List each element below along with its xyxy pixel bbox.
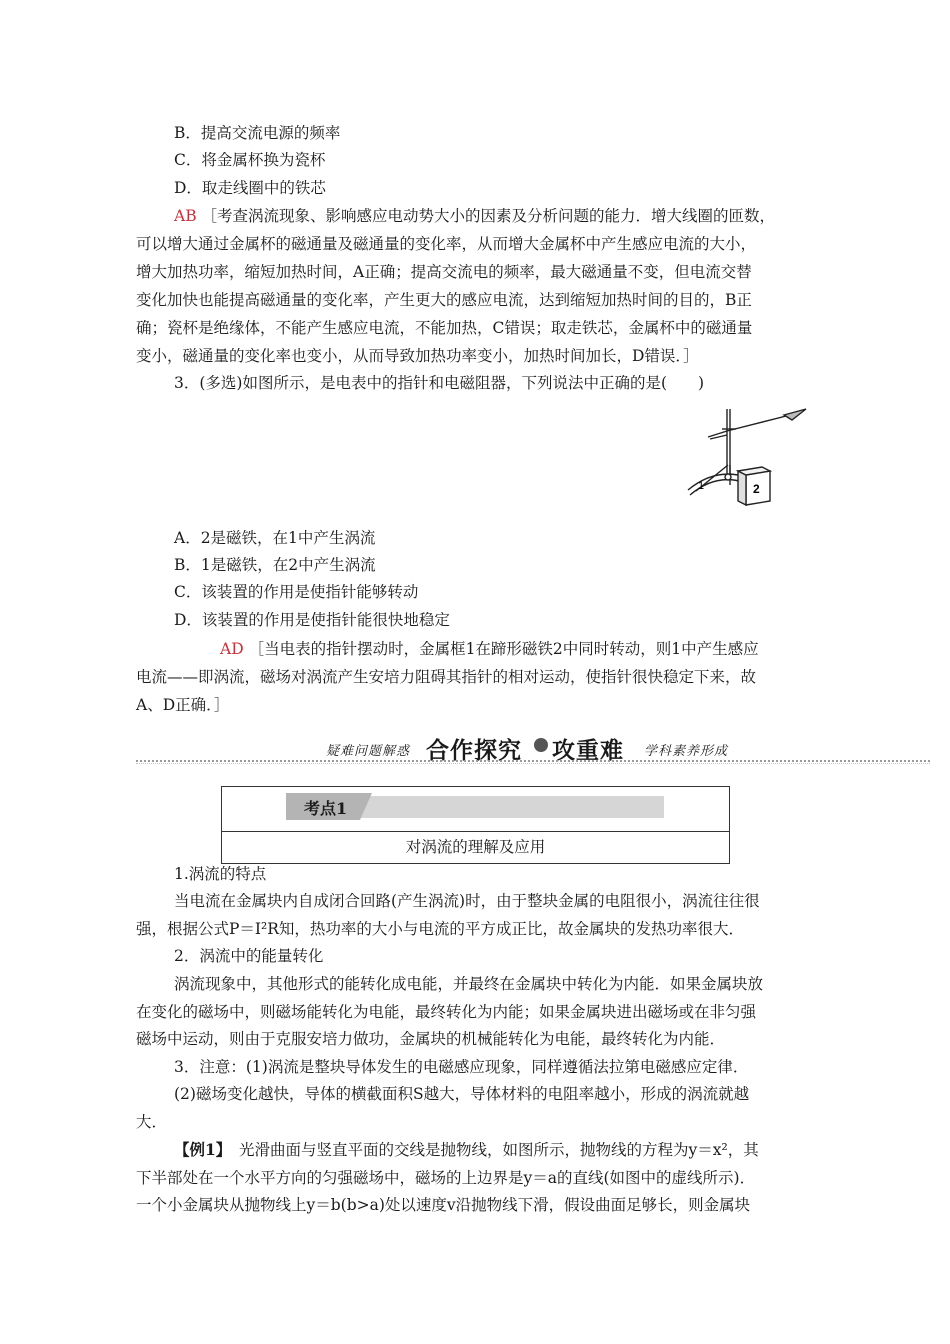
figure-label-1: 1 xyxy=(698,480,705,492)
option-b-q3: B．1是磁铁，在2中产生涡流 xyxy=(174,556,376,574)
figure-label-2: 2 xyxy=(753,482,760,496)
option-c-q3: C．该装置的作用是使指针能够转动 xyxy=(174,583,419,601)
body-line-7: 磁场中运动，则由于克服安培力做功，金属块的机械能转化为电能，最终转化为内能． xyxy=(136,1030,726,1048)
answer-q2-line-3: 增大加热功率，缩短加热时间，A正确；提高交流电的频率，最大磁通量不变，但电流交替 xyxy=(136,263,752,281)
banner-right-text: 学科素养形成 xyxy=(644,744,729,759)
body-line-9: (2)磁场变化越快，导体的横截面积S越大，导体材料的电阻率越小，形成的涡流就越 xyxy=(174,1085,750,1103)
kaodian-label: 考点1 xyxy=(304,799,348,818)
section-banner xyxy=(136,730,930,770)
answer-q2-line-5: 确；瓷杯是绝缘体，不能产生感应电流，不能加热，C错误；取走铁芯，金属杯中的磁通量 xyxy=(136,319,753,337)
example-line-1 xyxy=(174,1140,759,1160)
question-3: 3．(多选)如图所示，是电表中的指针和电磁阻器，下列说法中正确的是( ) xyxy=(174,374,705,392)
banner-left-text: 疑难问题解惑 xyxy=(326,744,411,759)
answer-q2-line-2: 可以增大通过金属杯的磁通量及磁通量的变化率，从而增大金属杯中产生感应电流的大小， xyxy=(136,235,757,253)
body-line-5: 涡流现象中，其他形式的能转化成电能，并最终在金属块中转化为内能．如果金属块放 xyxy=(174,975,764,993)
option-c-q2: C．将金属杯换为瓷杯 xyxy=(174,151,326,169)
option-d-q2: D．取走线圈中的铁芯 xyxy=(174,179,326,197)
answer-q3-line-1 xyxy=(220,639,759,659)
answer-q2-line-1 xyxy=(174,206,775,226)
banner-main-2: 攻重难 xyxy=(552,738,624,764)
option-d-q3: D．该装置的作用是使指针能很快地稳定 xyxy=(174,611,450,629)
example-label: 【例1】 xyxy=(174,1140,224,1159)
answer-q3-line-3: A、D正确．］ xyxy=(136,696,230,714)
body-line-6: 在变化的磁场中，则磁场能转化为电能，最终转化为内能；如果金属块进出磁场或在非匀强 xyxy=(136,1003,757,1021)
example-line-2: 下半部处在一个水平方向的匀强磁场中，磁场的上边界是y＝a的直线(如图中的虚线所示)． xyxy=(136,1169,756,1187)
banner-divider xyxy=(136,760,930,762)
body-line-3: 强，根据公式P＝I²R知，热功率的大小与电流的平方成正比，故金属块的发热功率很大． xyxy=(136,920,744,938)
body-line-10: 大． xyxy=(136,1113,168,1131)
body-line-4: 2．涡流中的能量转化 xyxy=(174,947,324,965)
body-line-1: 1.涡流的特点 xyxy=(174,865,267,883)
answer-q3-label: AD xyxy=(220,640,244,658)
kaodian-box xyxy=(221,786,730,864)
damper-figure xyxy=(678,405,820,515)
answer-q2-line-6: 变小，磁通量的变化率也变小，从而导致加热功率变小，加热时间加长，D错误．］ xyxy=(136,347,699,365)
example-line-3: 一个小金属块从抛物线上y＝b(b>a)处以速度v沿抛物线下滑，假设曲面足够长，则金属块 xyxy=(136,1196,751,1214)
answer-q3-text: ［当电表的指针摆动时，金属框1在蹄形磁铁2中同时转动，则1中产生感应 xyxy=(248,640,759,658)
body-line-2: 当电流在金属块内自成闭合回路(产生涡流)时，由于整块金属的电阻很小，涡流往往很 xyxy=(174,892,760,910)
answer-q2-label: AB xyxy=(174,207,197,225)
kaodian-title: 对涡流的理解及应用 xyxy=(405,838,546,856)
body-line-8: 3．注意：(1)涡流是整块导体发生的电磁感应现象，同样遵循法拉第电磁感应定律． xyxy=(174,1058,749,1076)
answer-q2-text: ［考查涡流现象、影响感应电动势大小的因素及分析问题的能力．增大线圈的匝数， xyxy=(201,207,776,225)
option-b-q2: B．提高交流电源的频率 xyxy=(174,124,341,142)
option-a-q3: A．2是磁铁，在1中产生涡流 xyxy=(174,529,376,547)
answer-q2-line-4: 变化加快也能提高磁通量的变化率，产生更大的感应电流，达到缩短加热时间的目的，B正 xyxy=(136,291,752,309)
example-text: 光滑曲面与竖直平面的交线是抛物线，如图所示，抛物线的方程为y＝x²，其 xyxy=(223,1141,759,1159)
answer-q3-line-2: 电流——即涡流，磁场对涡流产生安培力阻碍其指针的相对运动，使指针很快稳定下来，故 xyxy=(136,668,757,686)
banner-main-1: 合作探究 xyxy=(426,738,522,764)
chevron-right-icon xyxy=(534,738,548,752)
